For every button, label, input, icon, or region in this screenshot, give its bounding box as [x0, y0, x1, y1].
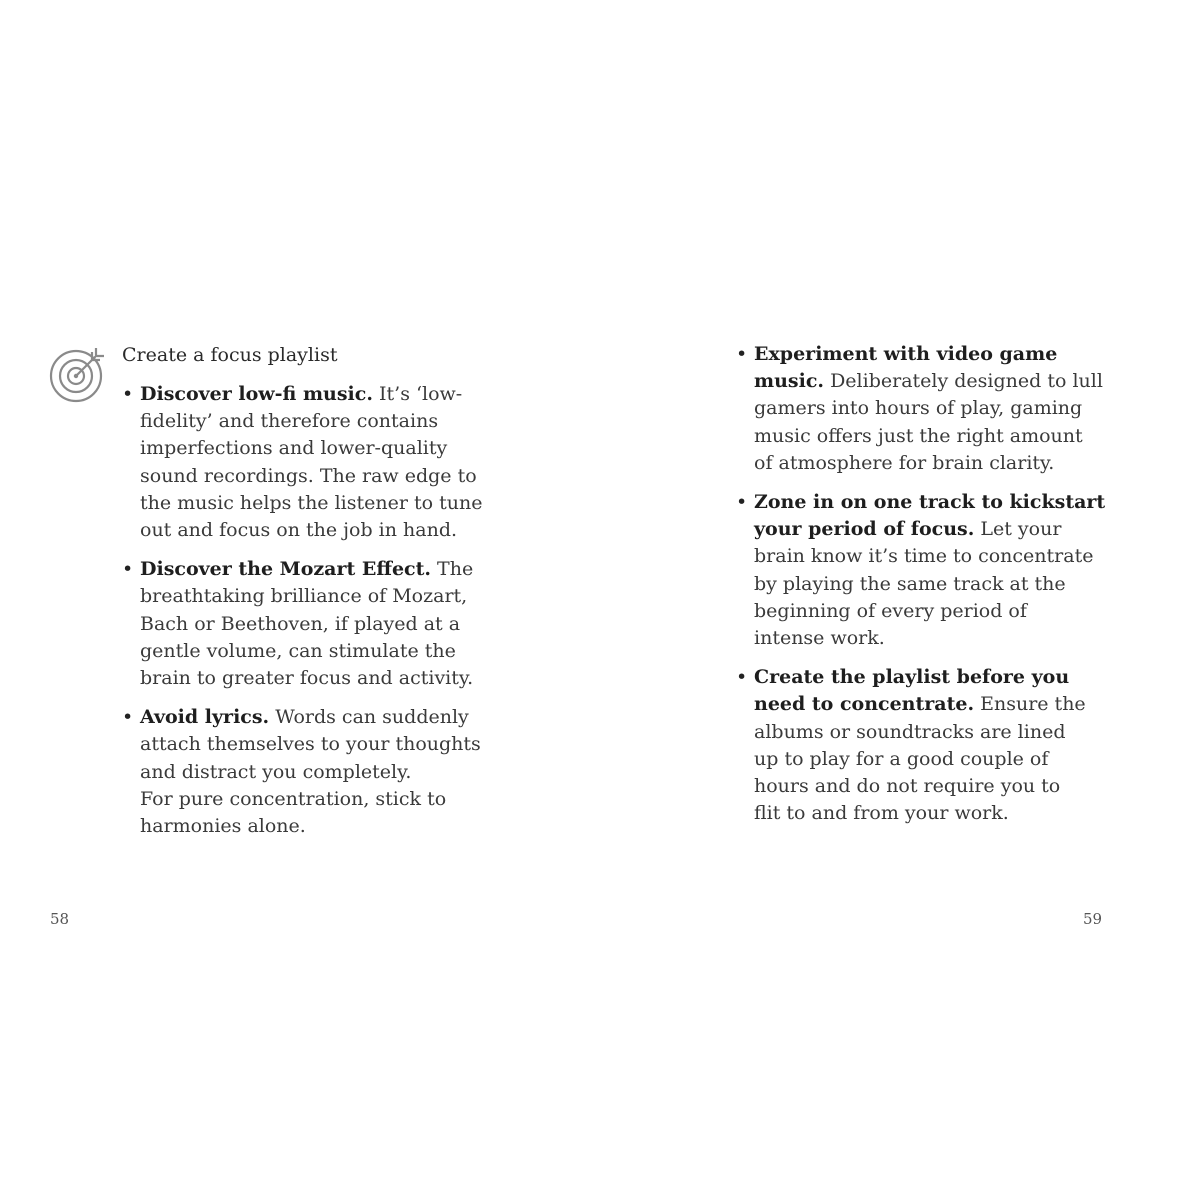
page-number-left: 58 [50, 910, 70, 928]
bullet-dot-icon: • [736, 491, 748, 514]
bullet-dot-icon: • [122, 706, 134, 729]
target-icon [48, 343, 110, 405]
right-page [600, 0, 1200, 1200]
bullet-text: Ensure the albums or soundtracks are lined up to play for a good couple of hours and do not require you to flit to and from your work. [754, 693, 1086, 825]
bullet-text: It’s ‘low- fidelity’ and therefore contains imperfections and lower-quality sound recordings. The raw edge to the music helps the listener to tune out and focus on the job in hand. [140, 383, 483, 542]
bullet-lead: Discover the Mozart Effect. [140, 558, 432, 581]
bullet-dot-icon: • [122, 558, 134, 581]
bullet-mozart [122, 556, 497, 692]
bullet-lead: Zone in on one track to kickstart your period of focus. [754, 491, 1106, 541]
bullet-lyrics [122, 704, 497, 840]
bullet-low-fi [122, 381, 497, 544]
bullet-lead: Create the playlist before you need to concentrate. [754, 666, 1070, 716]
bullet-lead: Experiment with video game music. [754, 343, 1058, 393]
bullet-text: Words can suddenly attach themselves to your thoughts and distract you completely. For pure concentration, stick to harmonies alone. [140, 706, 481, 838]
page-number-right: 59 [1083, 910, 1103, 928]
bullet-lead: Avoid lyrics. [140, 706, 270, 729]
bullet-create-playlist [736, 664, 1116, 827]
bullet-one-track [736, 489, 1116, 652]
bullet-text: The breathtaking brilliance of Mozart, Bach or Beethoven, if played at a gentle volume, can stimulate the brain to greater focus and activity. [140, 558, 474, 690]
bullet-lead: Discover low-fi music. [140, 383, 373, 405]
bullet-dot-icon: • [736, 666, 748, 689]
bullet-video-game [736, 341, 1116, 477]
bullet-text: Let your brain know it’s time to concentrate by playing the same track at the beginning of every period of intense work. [754, 518, 1094, 650]
left-bullet-list [122, 381, 497, 852]
right-bullet-list [736, 341, 1116, 839]
section-heading: Create a focus playlist [122, 344, 338, 366]
bullet-text: Deliberately designed to lull gamers into hours of play, gaming music offers just the right amount of atmosphere for brain clarity. [754, 370, 1103, 474]
bullet-dot-icon: • [122, 383, 134, 405]
bullet-dot-icon: • [736, 343, 748, 365]
